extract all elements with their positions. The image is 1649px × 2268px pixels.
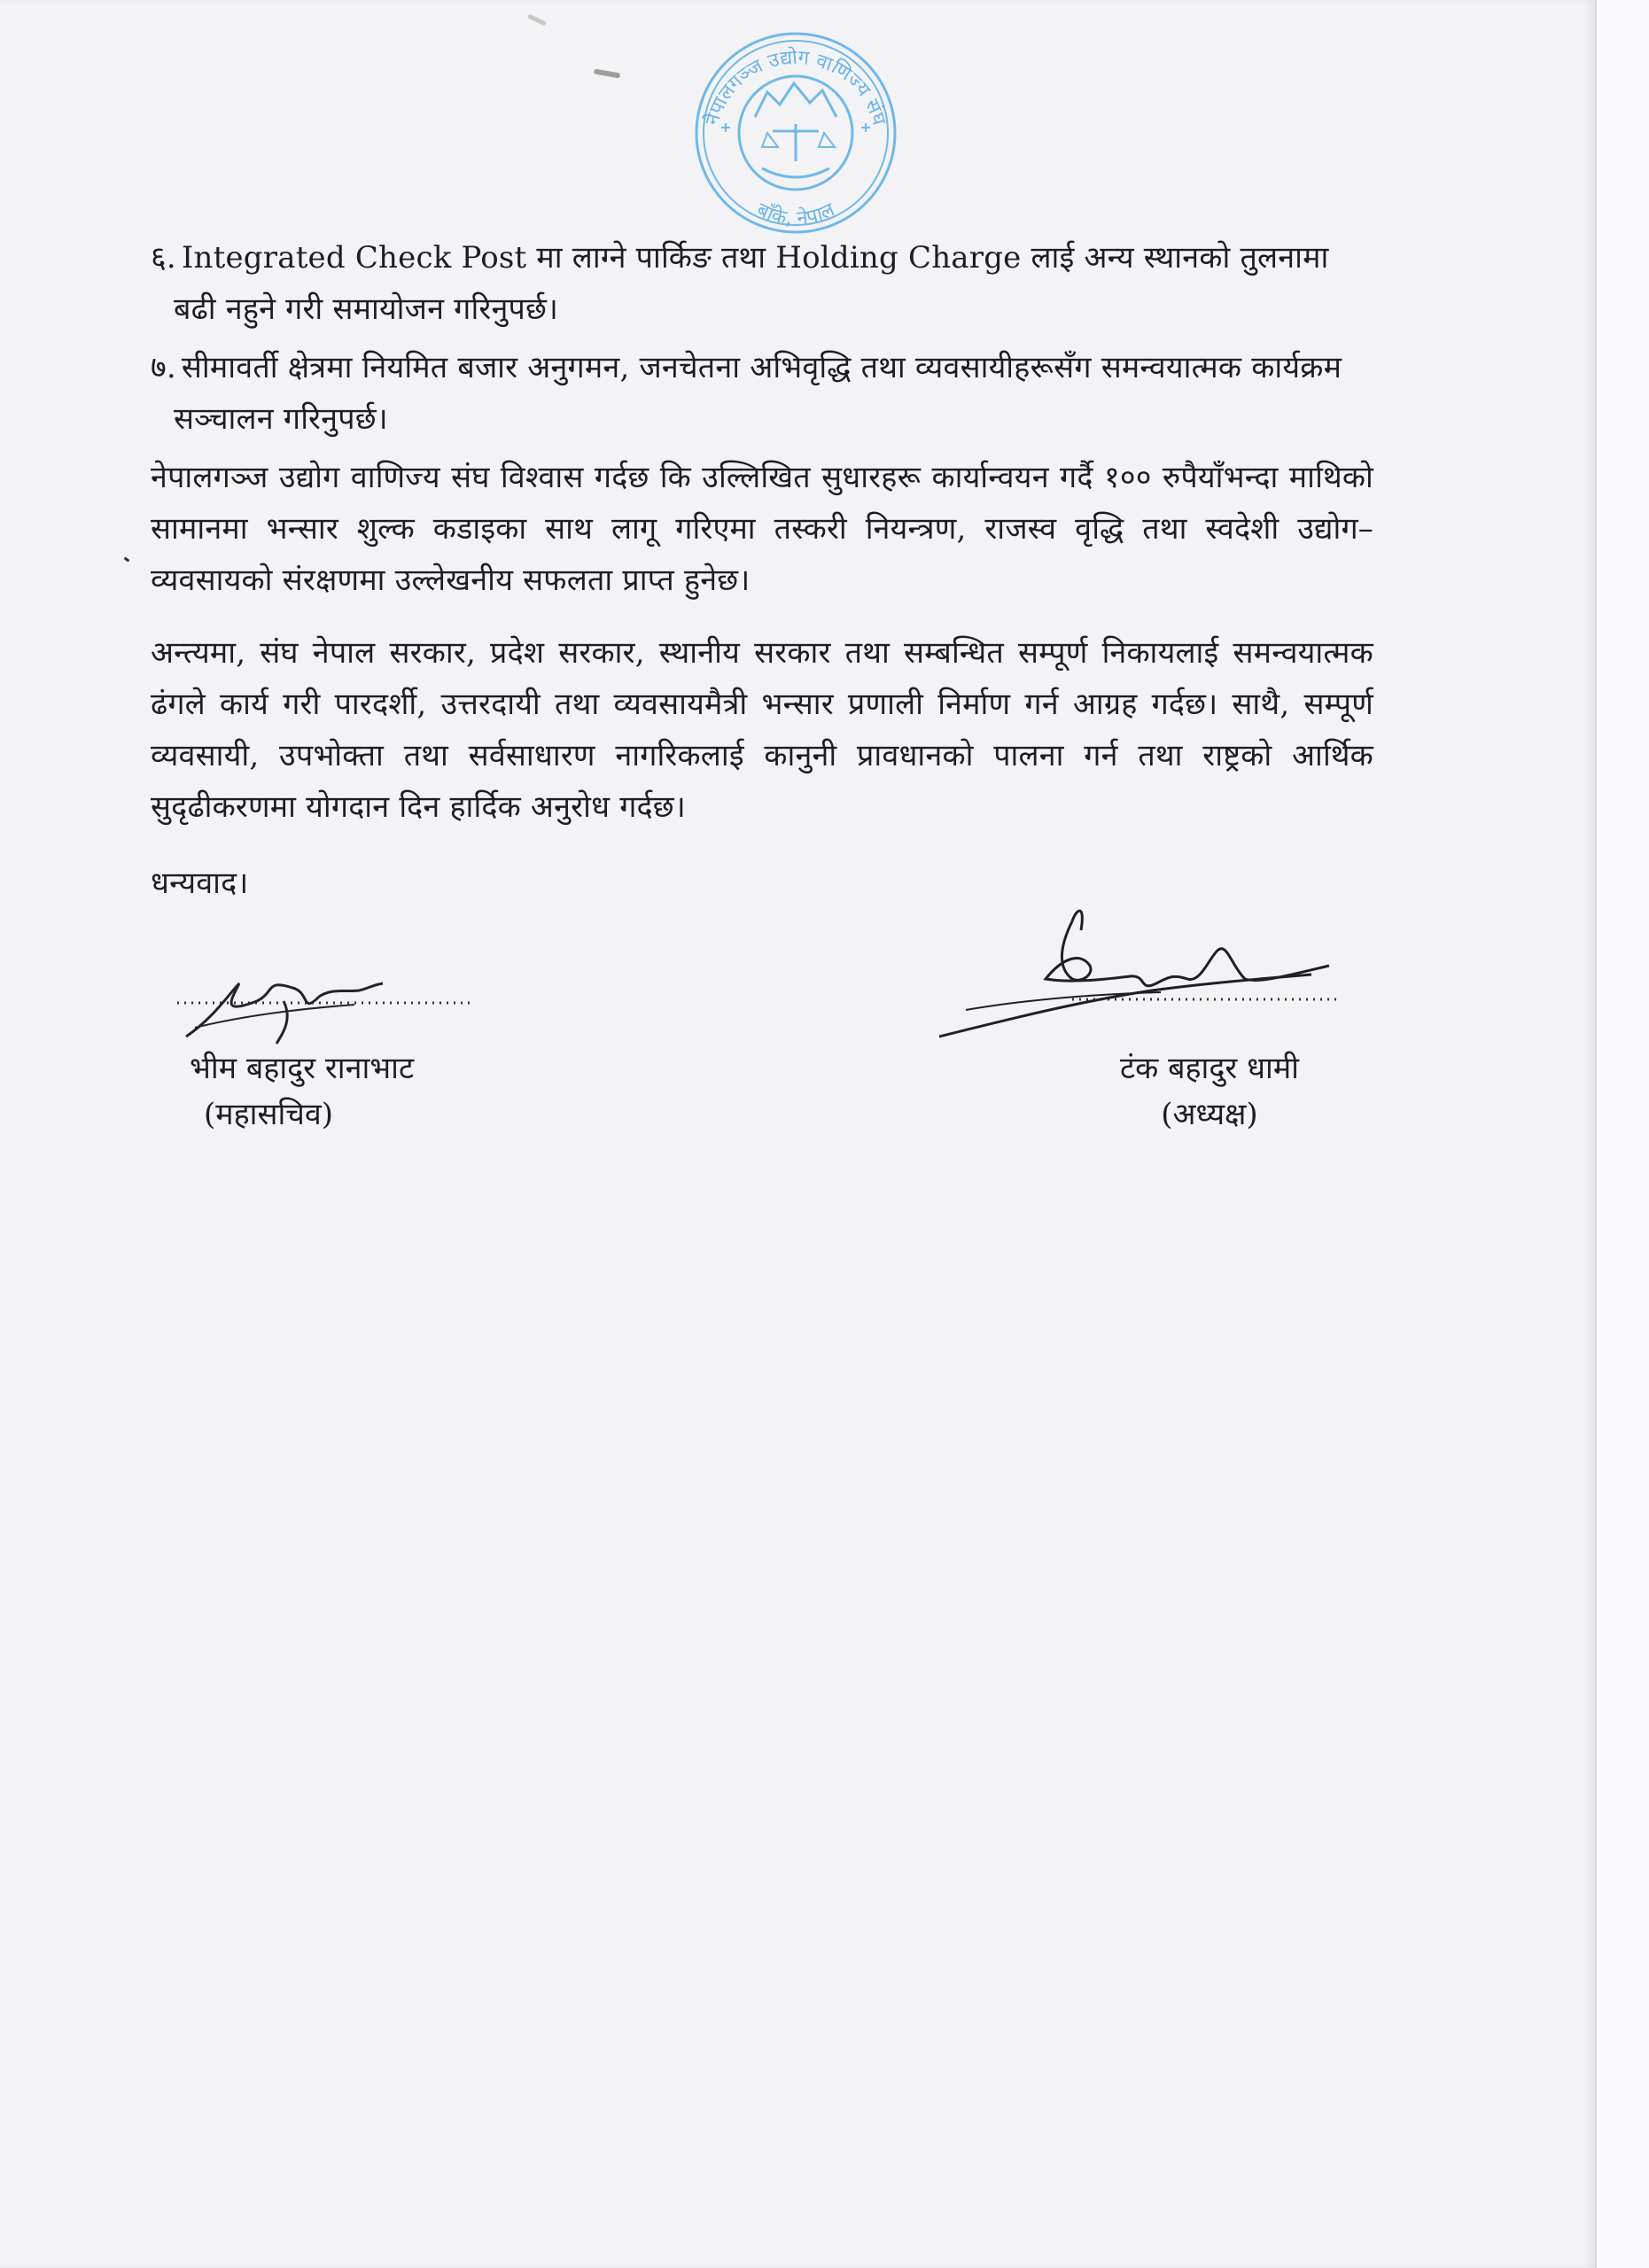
signature-right	[939, 895, 1400, 1045]
svg-text:बाँके, नेपाल	[753, 198, 839, 230]
organization-seal	[681, 28, 911, 239]
signature-left	[177, 966, 496, 1045]
letter-body	[151, 232, 1373, 939]
seal-arc-top-text: नेपालगञ्ज उद्योग वाणिज्य संघ	[701, 46, 891, 128]
signature-block-right	[939, 895, 1400, 1138]
signature-block-left	[177, 966, 496, 1138]
signatory-title-right: (अध्यक्ष)	[1161, 1097, 1258, 1132]
item-number: ६.	[151, 240, 176, 276]
list-item	[151, 342, 1373, 445]
paragraph-belief: नेपालगञ्ज उद्योग वाणिज्य संघ विश्वास गर्दछ कि उल्लिखित सुधारहरू कार्यान्वयन गर्दै १०० रुपैयाँभन्दा माथिको सामानमा भन्सार शुल्क कडाइका साथ लागू गरिएमा तस्करी नियन्त्रण, राजस्व वृद्धि तथा स्वदेशी उद्योग–व्यवसायको संरक्षणमा उल्लेखनीय सफलता प्राप्त हुनेछ।	[151, 460, 1373, 598]
item-text: सीमावर्ती क्षेत्रमा नियमित बजार अनुगमन, जनचेतना अभिवृद्धि तथा व्यवसायीहरूसँग समन्वयात्मक कार्यक्रम सञ्चालन गरिनुपर्छ।	[174, 350, 1342, 437]
paragraph-closing-request: अन्त्यमा, संघ नेपाल सरकार, प्रदेश सरकार, स्थानीय सरकार तथा सम्बन्धित सम्पूर्ण निकायलाई समन्वयात्मक ढंगले कार्य गरी पारदर्शी, उत्तरदायी तथा व्यवसायमैत्री भन्सार प्रणाली निर्माण गर्न आग्रह गर्दछ। साथै, सम्पूर्ण व्यवसायी, उपभोक्ता तथा सर्वसाधारण नागरिकलाई कानुनी प्रावधानको पालना गर्न तथा राष्ट्रको आर्थिक सुदृढीकरणमा योगदान दिन हार्दिक अनुरोध गर्दछ।	[151, 635, 1373, 825]
signatory-name-right: टंक बहादुर धामी	[1120, 1051, 1299, 1086]
closing-thanks: धन्यवाद।	[151, 866, 249, 901]
signatory-name-left: भीम बहादुर रानाभाट	[190, 1051, 415, 1086]
page-edge	[1595, 0, 1649, 2268]
signatory-title-left: (महासचिव)	[204, 1097, 334, 1132]
list-item	[151, 232, 1373, 335]
item-text: Integrated Check Post मा लाग्ने पार्किङ तथा Holding Charge लाई अन्य स्थानको तुलनामा बढी नहुने गरी समायोजन गरिनुपर्छ।	[174, 240, 1329, 327]
item-number: ७.	[151, 350, 176, 385]
seal-arc-bottom-text: बाँके, नेपाल	[753, 198, 838, 230]
